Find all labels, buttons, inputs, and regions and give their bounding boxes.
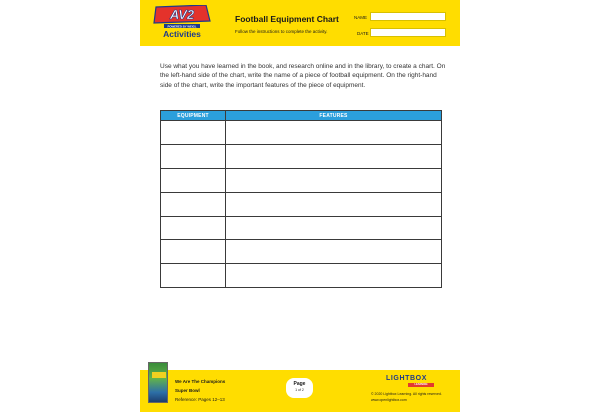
page-subtitle: Follow the instructions to complete the activity. (235, 29, 328, 34)
date-label: DATE (357, 31, 369, 36)
book-cover-thumbnail (148, 362, 168, 403)
features-cell[interactable] (226, 121, 442, 145)
page-label: Page (293, 381, 306, 387)
table-row (161, 240, 442, 264)
page-indicator (286, 378, 313, 398)
book-reference: Reference: Pages 12–13 (175, 397, 225, 402)
equipment-cell[interactable] (161, 264, 226, 288)
features-column-header: FEATURES (226, 111, 442, 121)
copyright-text: © 2020 Lightbox Learning. All rights reserved. (371, 392, 442, 396)
table-row (161, 192, 442, 216)
features-cell[interactable] (226, 240, 442, 264)
table-row (161, 216, 442, 240)
equipment-cell[interactable] (161, 168, 226, 192)
table-row (161, 168, 442, 192)
features-cell[interactable] (226, 192, 442, 216)
equipment-column-header: EQUIPMENT (161, 111, 226, 121)
activities-label: Activities (163, 29, 201, 39)
equipment-chart (160, 110, 442, 288)
book-cover-title-band (152, 372, 166, 378)
logo-text: AV2 (169, 7, 195, 22)
page-number: 1 of 2 (295, 388, 304, 392)
table-row (161, 121, 442, 145)
name-field[interactable] (370, 12, 446, 21)
date-field[interactable] (370, 28, 446, 37)
features-cell[interactable] (226, 264, 442, 288)
features-cell[interactable] (226, 168, 442, 192)
worksheet-page (140, 0, 460, 412)
name-label: NAME (354, 15, 368, 20)
features-cell[interactable] (226, 216, 442, 240)
book-title: We Are The Champions (175, 379, 226, 384)
equipment-cell[interactable] (161, 216, 226, 240)
equipment-cell[interactable] (161, 240, 226, 264)
equipment-cell[interactable] (161, 121, 226, 145)
instructions-text: Use what you have learned in the book, and research online and in the library, to create a chart. On the left-hand side of the chart, write the name of a piece of football equipment. On the right-hand side of the chart, write the important features of the piece of equipment. (160, 63, 446, 89)
page-title: Football Equipment Chart (235, 14, 339, 24)
equipment-cell[interactable] (161, 192, 226, 216)
book-subtitle: Super Bowl (175, 388, 200, 393)
header-banner (140, 0, 460, 46)
equipment-cell[interactable] (161, 144, 226, 168)
footer-banner (140, 370, 460, 412)
table-row (161, 264, 442, 288)
website-link[interactable]: www.openlightbox.com (371, 398, 407, 402)
lightbox-logo: LIGHTBOX (386, 375, 427, 382)
av2-logo (152, 5, 212, 29)
features-cell[interactable] (226, 144, 442, 168)
table-row (161, 144, 442, 168)
lightbox-learning-tag: LEARNING (408, 383, 434, 387)
logo-subtext: POWERED BY WEIGL (167, 24, 197, 29)
